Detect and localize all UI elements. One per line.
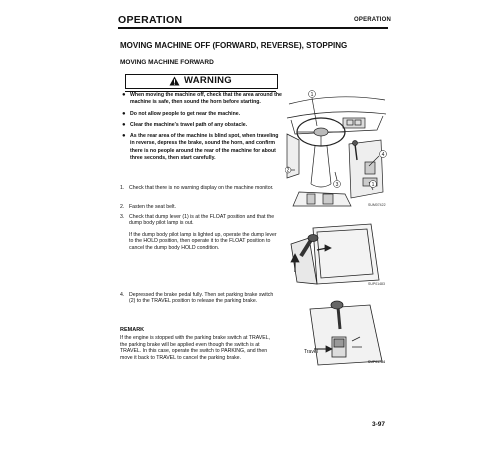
warning-bullet: ● As the rear area of the machine is blind spot, when traveling in reverse, depress the brake, sound the horn, and confirm there is no people around the rear of the machine for about three seconds, then start carefully.: [122, 133, 279, 162]
step-2: 2. Fasten the seat belt.: [120, 204, 177, 210]
warning-bullet: ● When moving the machine off, check that the area around the machine is safe, then sound the horn before starting.: [122, 92, 282, 106]
cab-interior-figure: [285, 74, 388, 211]
warning-title: WARNING: [183, 75, 232, 86]
warning-triangle-icon: [169, 76, 180, 86]
step-3-note: If the dump body pilot lamp is lighted up, operate the dump lever to the HOLD position, then operate it to the FLOAT position to cancel the dump body HOLD condition.: [129, 232, 277, 251]
dump-lever-figure: [287, 220, 387, 288]
section-subtitle: MOVING MACHINE FORWARD: [120, 59, 214, 66]
fig1-code: SUM07422: [368, 203, 386, 207]
warning-bullet: ● Do not allow people to get near the machine.: [122, 110, 241, 117]
warning-bullet: ● Clear the machine's travel path of any obstacle.: [122, 121, 248, 128]
page-number: 3-97: [372, 421, 386, 428]
fig1-callout-2: 2: [286, 167, 290, 174]
fig3-code: SUP01784: [368, 360, 385, 364]
header-rule: [118, 27, 388, 29]
header-running-title: OPERATION: [354, 17, 392, 23]
header-section-title: OPERATION: [118, 14, 183, 26]
fig1-callout-3: 3: [335, 181, 339, 188]
warning-bullet-list: [122, 92, 282, 166]
fig3-travel-label: Travel: [304, 349, 318, 355]
remark-heading: REMARK: [120, 327, 145, 333]
fig1-callout-1b: 1: [371, 181, 375, 188]
page-title: MOVING MACHINE OFF (FORWARD, REVERSE), STOPPING: [120, 41, 348, 50]
fig1-callout-1: 1: [310, 91, 314, 98]
warning-title-bar: [125, 74, 276, 87]
step-1: 1. Check that there is no warning display on the machine monitor.: [120, 185, 274, 191]
remark-text: If the engine is stopped with the parking brake switch at TRAVEL, the parking brake will be applied even though the switch is at TRAVEL. In this case, operate the switch to PARKING, and then move it back to TRAVEL to cancel the parking brake.: [120, 335, 271, 361]
step-4: 4. Depressed the brake pedal fully. Then set parking brake switch (2) to the TRAVEL position to release the parking brake.: [120, 292, 274, 305]
parking-brake-switch-figure: [300, 297, 390, 369]
fig2-code: SUP01483: [368, 282, 385, 286]
fig1-callout-4: 4: [381, 151, 385, 158]
step-3: 3. Check that dump lever (1) is at the FLOAT position and that the dump body pilot lamp is out.: [120, 214, 275, 227]
